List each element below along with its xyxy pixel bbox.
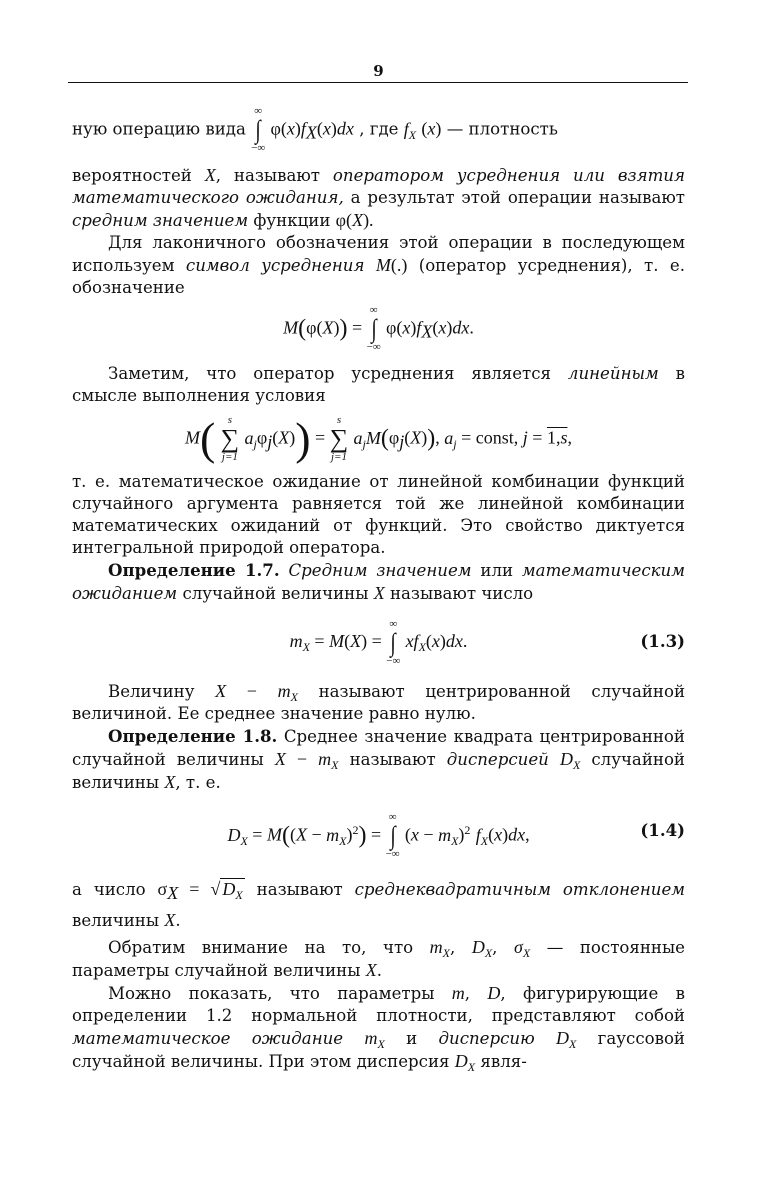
page-number: 9 — [373, 62, 384, 80]
paragraph-definition-1-8: Определение 1.8. Среднее значение квадрата центрированной случайной величины $X - m_X$ называют дисперсией $D_X$ случайной величины X, т. е. — [72, 726, 685, 792]
paragraph-4: т. е. математическое ожидание от линейной комбинации функций случайного аргумента равняется той же линейной комбинации математических ожиданий от функций. Это свойство диктуется интегральной природой оператора. — [72, 472, 685, 557]
paragraph-intro: ную операцию вида ∞ ∫ −∞ $\varphi(x)f_X(x)dx$ , где $f_X$ (x) — плотность — [72, 105, 558, 154]
page-body — [72, 100, 685, 1073]
equation-number-1-4: (1.4) — [640, 820, 685, 840]
formula-mean-operator: M(φ(X)) = ∞ ∫ −∞ $\varphi(x)f_X(x)dx$. — [283, 304, 474, 353]
paragraph-2: Для лаконичного обозначения этой операции в последующем используем символ усреднения M(.) (оператор усреднения), т. е. обозначение — [72, 233, 685, 297]
paragraph-3: Заметим, что оператор усреднения является линейным в смысле выполнения условия — [72, 364, 686, 405]
formula-1-4: $D_X = M((X - m_X)^2)$ = ∞ ∫ −∞ $(x - m_X)^2$ $f_X(x)dx$, (1.4) — [72, 800, 685, 866]
paragraph-6: а число $\sigma_X$ = √ $D_X$ называют среднеквадратичным отклонением величины X. — [72, 878, 686, 930]
integral-sign: ∞ ∫ −∞ — [251, 105, 266, 154]
paragraph-1: вероятностей X, называют оператором усреднения или взятия математического ожидания, а результат этой операции называют средним значением функции φ(X). — [72, 165, 685, 230]
formula-linearity: M( s ∑ j=1 $a_j\varphi_j(X)$) = s ∑ j=1 $a_jM(\varphi_j(X))$, $a_j$ = const, j = 1,s, — [185, 413, 572, 464]
formula-1-3: $m_X = M(X)$ = ∞ ∫ −∞ $xf_X(x)dx$. (1.3) — [72, 611, 685, 672]
equation-number-1-3: (1.3) — [640, 631, 685, 651]
paragraph-8: Можно показать, что параметры m, D, фигурирующие в определении 1.2 нормальной плотности, представляют собой математическое ожидание $m_X$ и дисперсию $D_X$ гауссовой случайной величины. При этом дисперсия $D_X$ явля- — [72, 982, 685, 1074]
paragraph-definition-1-7: Определение 1.7. Средним значением или математическим ожиданием случайной величины X называют число — [72, 560, 685, 603]
header-rule — [68, 82, 688, 83]
paragraph-5: Величину $X - m_X$ называют центрированной случайной величиной. Ее среднее значение равно нулю. — [72, 681, 686, 723]
paragraph-7: Обратим внимание на то, что $m_X$, $D_X$, $\sigma_X$ — постоянные параметры случайной величины X. — [72, 936, 685, 980]
